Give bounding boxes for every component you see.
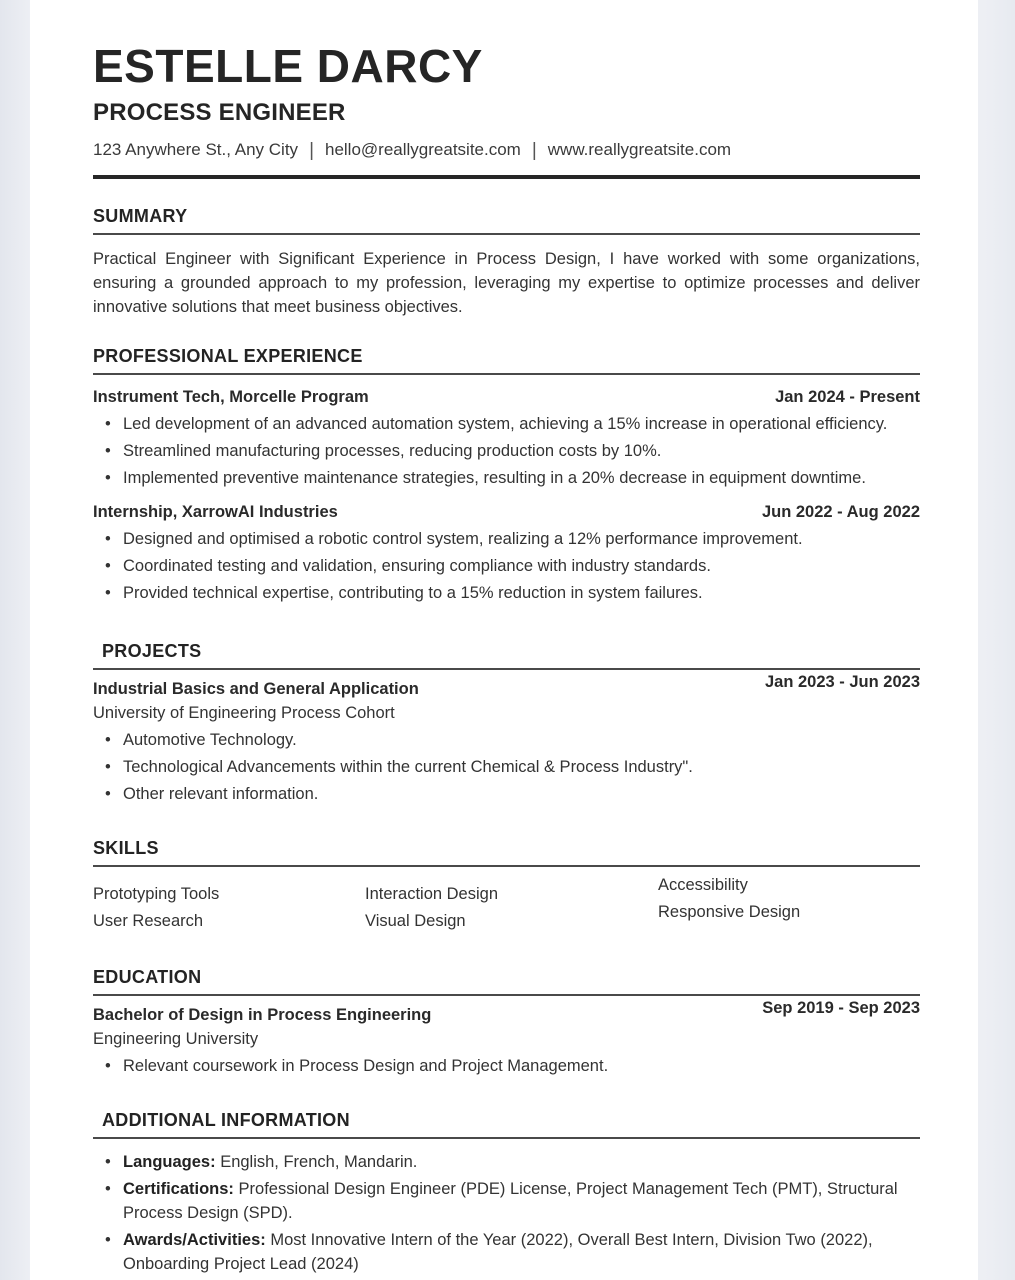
summary-heading: SUMMARY <box>93 206 920 235</box>
education-dates: Sep 2019 - Sep 2023 <box>762 999 920 1018</box>
bullet-item <box>93 1228 920 1276</box>
bullet-label: Awards/Activities: <box>123 1231 266 1250</box>
person-role: PROCESS ENGINEER <box>93 99 346 127</box>
bullet-item: • Designed and optimised a robotic control system, realizing a 12% performance improvement. <box>93 527 920 551</box>
job-dates: Jun 2022 - Aug 2022 <box>761 503 920 522</box>
contact-address: 123 Anywhere St., Any City <box>93 140 299 160</box>
contact-separator: | <box>309 140 314 162</box>
contact-separator: | <box>531 140 537 162</box>
resume-header <box>93 42 920 179</box>
bullet-item <box>93 1177 920 1225</box>
job-title: Internship, XarrowAI Industries <box>93 503 338 522</box>
bullet-label: Certifications: <box>123 1180 234 1199</box>
bullet-item: • Other relevant information. <box>93 782 920 806</box>
section-summary <box>93 206 920 319</box>
job-title: Instrument Tech, Morcelle Program <box>93 388 369 407</box>
project-subtitle: University of Engineering Process Cohort <box>93 704 395 723</box>
projects-heading: PROJECTS <box>93 641 920 670</box>
skills-heading: SKILLS <box>93 838 920 867</box>
bullet-text: Professional Design Engineer (PDE) License, Project Management Tech (PMT), Structural Process Design (SPD). <box>123 1180 898 1223</box>
education-degree: Bachelor of Design in Process Engineering <box>93 1006 432 1025</box>
section-skills <box>93 838 920 935</box>
section-experience <box>93 346 920 605</box>
bullet-item: • Relevant coursework in Process Design and Project Management. <box>93 1054 920 1078</box>
job-bullets <box>93 527 920 605</box>
person-name: ESTELLE DARCY <box>93 40 483 92</box>
section-projects <box>93 641 920 806</box>
contact-line <box>93 140 920 162</box>
skill-item: Accessibility <box>658 876 748 895</box>
project-title: Industrial Basics and General Application <box>93 680 419 699</box>
bullet-label: Languages: <box>123 1153 216 1172</box>
section-additional <box>93 1110 920 1276</box>
additional-bullets <box>93 1150 920 1276</box>
job-entry <box>93 503 920 605</box>
skill-item: Interaction Design <box>365 885 498 904</box>
education-header <box>93 999 920 1025</box>
header-rule <box>93 175 920 179</box>
skills-column <box>658 872 800 926</box>
job-bullets <box>93 412 920 490</box>
education-entry <box>93 999 920 1078</box>
project-entry <box>93 673 920 806</box>
experience-heading: PROFESSIONAL EXPERIENCE <box>93 346 920 375</box>
bullet-item: • Provided technical expertise, contributing to a 15% reduction in system failures. <box>93 581 920 605</box>
bullet-item: • Automotive Technology. <box>93 728 920 752</box>
contact-website: www.reallygreatsite.com <box>547 140 732 160</box>
project-header <box>93 673 920 699</box>
summary-text: Practical Engineer with Significant Experience in Process Design, I have worked with some organizations, ensuring a grounded approach to my profession, leveraging my expertise to optimize processes and deliver innovative solutions that meet business objectives. <box>93 250 920 317</box>
education-heading: EDUCATION <box>93 967 920 996</box>
additional-heading: ADDITIONAL INFORMATION <box>93 1110 920 1139</box>
project-bullets <box>93 728 920 806</box>
job-header <box>93 503 920 522</box>
bullet-item: • Led development of an advanced automation system, achieving a 15% increase in operational efficiency. <box>93 412 920 436</box>
job-header <box>93 388 920 407</box>
bullet-item: • Streamlined manufacturing processes, reducing production costs by 10%. <box>93 439 920 463</box>
resume-content <box>30 0 978 1276</box>
bullet-text: English, French, Mandarin. <box>215 1153 418 1172</box>
contact-email: hello@reallygreatsite.com <box>325 140 521 160</box>
skills-column <box>365 881 658 935</box>
resume-page <box>30 0 978 1280</box>
job-entry <box>93 388 920 490</box>
bullet-item: • Coordinated testing and validation, ensuring compliance with industry standards. <box>93 554 920 578</box>
skills-grid <box>93 876 920 935</box>
project-dates: Jan 2023 - Jun 2023 <box>764 673 920 692</box>
education-bullets <box>93 1054 920 1078</box>
bullet-item: • Technological Advancements within the current Chemical & Process Industry". <box>93 755 920 779</box>
bullet-item <box>93 1150 920 1174</box>
bullet-text: Most Innovative Intern of the Year (2022), Overall Best Intern, Division Two (2022), Onboarding Project Lead (2024) <box>123 1231 873 1274</box>
education-school: Engineering University <box>93 1030 259 1049</box>
section-education <box>93 967 920 1078</box>
skill-item: Responsive Design <box>658 903 801 922</box>
skills-column <box>93 881 365 935</box>
skill-item: Visual Design <box>365 912 466 931</box>
bullet-item: • Implemented preventive maintenance strategies, resulting in a 20% decrease in equipment downtime. <box>93 466 920 490</box>
skill-item: User Research <box>93 912 204 931</box>
job-dates: Jan 2024 - Present <box>775 388 920 407</box>
skill-item: Prototyping Tools <box>93 885 220 904</box>
